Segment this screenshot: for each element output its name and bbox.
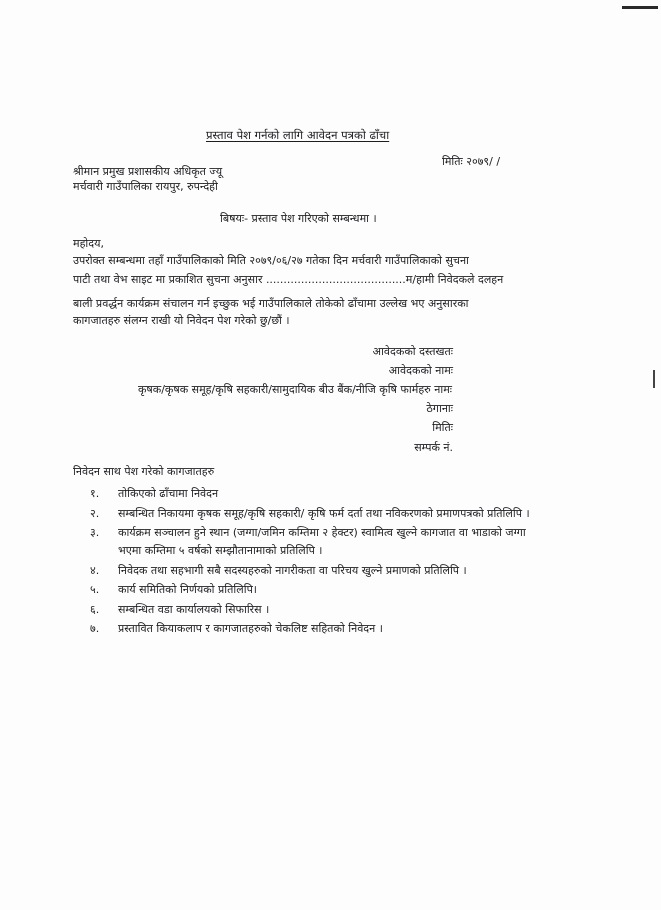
contact-number-field: सम्पर्क नं. [414,441,453,454]
salutation: महोदय, [73,237,104,250]
addressee-line-2: मर्चवारी गाउँपालिका रायपुर, रुपन्देही [73,180,218,193]
body-line: बाली प्रवर्द्धन कार्यक्रम संचालन गर्न इच्छुक भई गाउँपालिकाले तोकेको ढाँचामा उल्लेख भए अनुसारका [73,297,469,310]
document-title: प्रस्ताव पेश गर्नको लागि आवेदन पत्रको ढाँचा [206,128,390,142]
applicant-name-field: आवेदकको नामः [388,364,453,377]
attachments-heading: निवेदन साथ पेश गरेको कागजातहरु [73,465,215,478]
organization-name-field: कृषक/कृषक समूह/कृषि सहकारी/सामुदायिक बीउ बैंक/नीजि कृषि फार्महरु नामः [137,383,452,396]
attachment-number: ५. [90,583,100,596]
attachment-item [90,526,530,558]
attachment-item [90,603,530,617]
body-line: कागजातहरु संलग्न राखी यो निवेदन पेश गरेको छु/छौं । [73,314,290,327]
scan-edge-mark [622,6,658,9]
body-line: पाटी तथा वेभ साइट मा प्रकाशित सुचना अनुसार ........................................म/हामी निवेदकले दलहन [73,273,504,286]
attachment-number: ४. [90,563,100,577]
attachment-item [90,622,530,636]
attachment-text: सम्बन्धित निकायमा कृषक समूह/कृषि सहकारी/ कृषि फर्म दर्ता तथा नविकरणको प्रमाणपत्रको प्रतिलिपि । [118,506,530,520]
attachment-item [90,507,530,521]
addressee-line-1: श्रीमान प्रमुख प्रशासकीय अधिकृत ज्यू [73,165,223,178]
attachment-number: ३. [90,526,100,539]
body-line: उपरोक्त सम्बन्धमा तहाँ गाउँपालिकाको मिति २०७९/०६/२७ गतेका दिन मर्चवारी गाउँपालिकाको सुचना [73,254,469,267]
attachment-text: प्रस्तावित कियाकलाप र कागजातहरुको चेकलिष्ट सहितको निवेदन । [118,622,383,635]
attachment-text: निवेदक तथा सहभागी सबै सदस्यहरुको नागरीकता वा परिचय खुल्ने प्रमाणको प्रतिलिपि । [118,563,467,577]
attachment-text: सम्बन्धित वडा कार्यालयको सिफारिस । [118,602,270,616]
attachment-item [90,583,530,597]
address-field: ठेगानाः [426,402,453,415]
attachments-list [90,487,530,642]
attachment-text: तोकिएको ढाँचामा निवेदन [118,487,219,500]
sign-date-field: मितिः [432,421,453,434]
attachment-number: ६. [90,602,100,616]
subject-line: बिषयः- प्रस्ताव पेश गरिएको सम्बन्धमा । [220,212,377,225]
signature-field: आवेदकको दस्तखतः [372,345,453,358]
attachment-item [90,487,530,501]
attachment-text: कार्य समितिको निर्णयको प्रतिलिपि। [118,583,257,596]
attachment-text: कार्यक्रम सञ्चालन हुने स्थान (जग्गा/जमिन कम्तिमा २ हेक्टर) स्वामित्व खुल्ने कागजात वा भाडाको जग्गा [118,526,526,539]
attachment-item [90,564,530,578]
attachment-text-continued: भएमा कम्तिमा ५ वर्षको सम्झौतानामाको प्रतिलिपि । [118,544,323,557]
scan-side-mark [653,370,655,388]
attachment-number: ७. [90,622,100,635]
date-field: मितिः २०७९/ / [442,155,501,168]
attachment-number: १. [90,487,100,500]
attachment-number: २. [90,506,100,520]
